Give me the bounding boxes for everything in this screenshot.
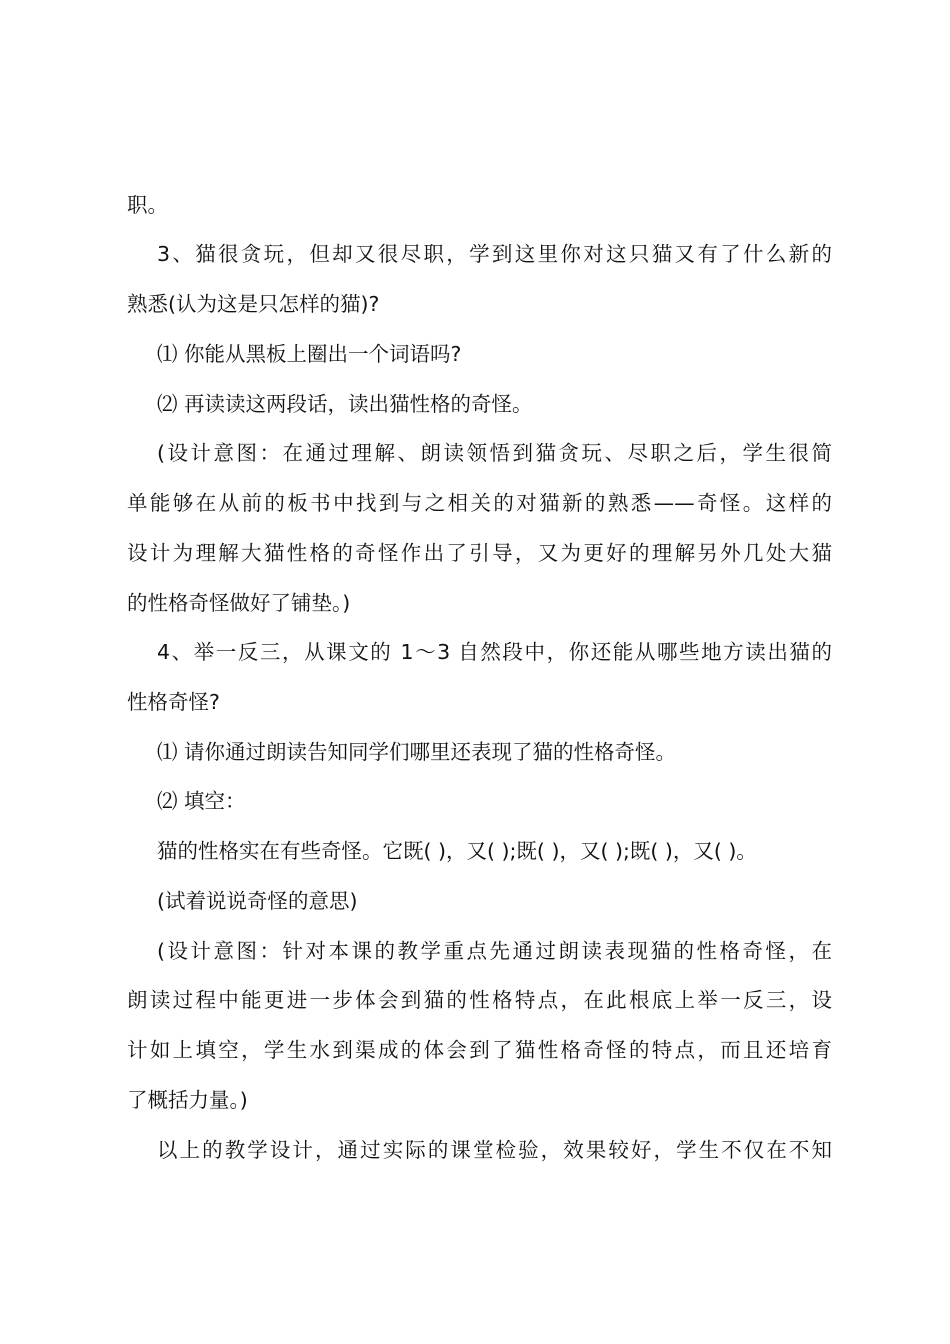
text-line: 朗读过程中能更进一步体会到猫的性格特点，在此根底上举一反三，设 bbox=[127, 988, 832, 1012]
text-line: 4、举一反三，从课文的 1～3 自然段中，你还能从哪些地方读出猫的 bbox=[157, 640, 832, 664]
text-line: 了概括力量。) bbox=[127, 1088, 248, 1112]
text-line: ⑴ 你能从黑板上圈出一个词语吗? bbox=[157, 342, 462, 366]
text-line: 以上的教学设计，通过实际的课堂检验，效果较好，学生不仅在不知 bbox=[157, 1138, 832, 1162]
text-line: 猫的性格实在有些奇怪。它既( )，又( );既( )，又( );既( )，又( )。 bbox=[157, 839, 757, 863]
text-line: (设计意图：针对本课的教学重点先通过朗读表现猫的性格奇怪，在 bbox=[157, 939, 832, 963]
text-line: (设计意图：在通过理解、朗读领悟到猫贪玩、尽职之后，学生很简 bbox=[157, 441, 832, 465]
text-line: ⑴ 请你通过朗读告知同学们哪里还表现了猫的性格奇怪。 bbox=[157, 740, 677, 764]
text-line: 3、猫很贪玩，但却又很尽职，学到这里你对这只猫又有了什么新的 bbox=[157, 242, 832, 266]
text-line: 职。 bbox=[127, 193, 168, 217]
text-line: ⑵ 再读读这两段话，读出猫性格的奇怪。 bbox=[157, 392, 533, 416]
text-line: 熟悉(认为这是只怎样的猫)? bbox=[127, 292, 380, 316]
text-line: 计如上填空，学生水到渠成的体会到了猫性格奇怪的特点，而且还培育 bbox=[127, 1038, 832, 1062]
text-line: 的性格奇怪做好了铺垫。) bbox=[127, 591, 351, 615]
text-line: (试着说说奇怪的意思) bbox=[157, 889, 358, 913]
text-line: 设计为理解大猫性格的奇怪作出了引导，又为更好的理解另外几处大猫 bbox=[127, 541, 832, 565]
text-line: ⑵ 填空： bbox=[157, 789, 246, 813]
text-line: 性格奇怪? bbox=[127, 690, 220, 714]
text-line: 单能够在从前的板书中找到与之相关的对猫新的熟悉——奇怪。这样的 bbox=[127, 491, 832, 515]
